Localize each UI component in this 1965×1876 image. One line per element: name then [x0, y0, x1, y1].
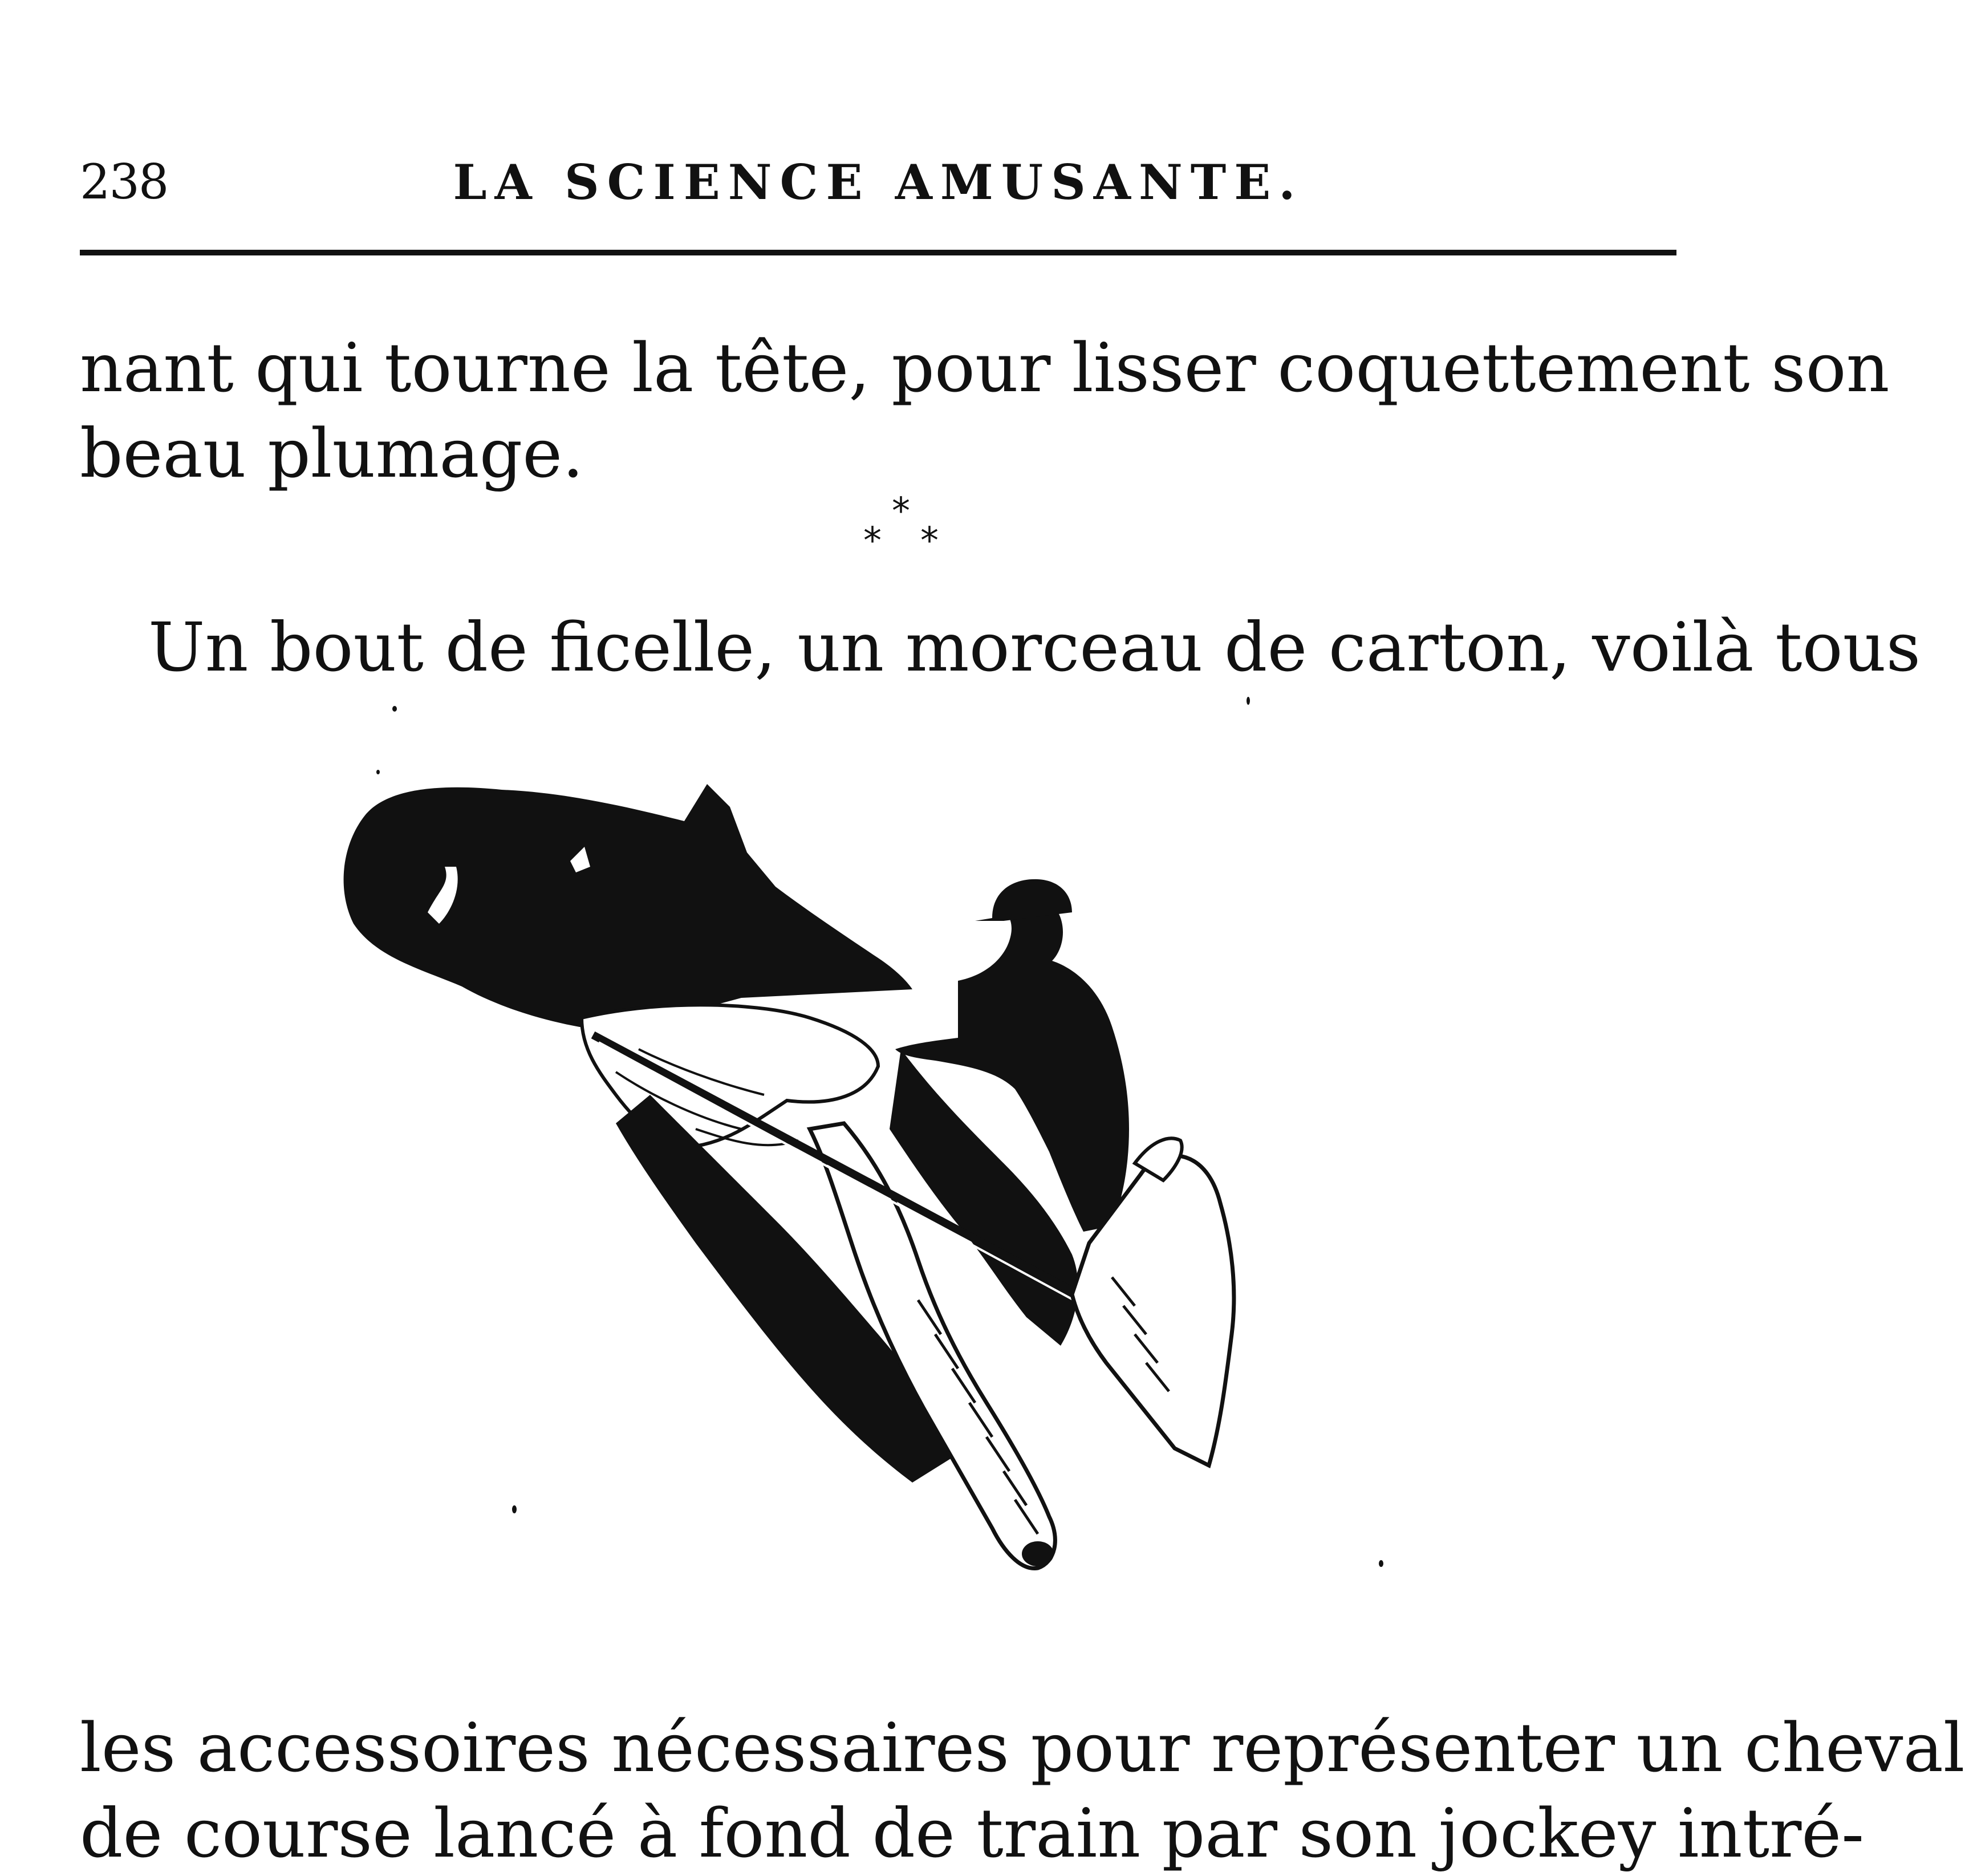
svg-text:*: *: [863, 520, 882, 562]
print-speck: [392, 706, 397, 712]
asterism-section-break: [855, 490, 947, 562]
print-speck: [1379, 1560, 1383, 1567]
page-number: 238: [80, 154, 168, 210]
shadow-horse-jockey-illustration: [297, 730, 1505, 1642]
paragraph-continuation: [80, 1705, 1965, 1876]
text-line: beau plumage.: [80, 414, 584, 493]
text-line: de course lancé à fond de train par son jockey intré-: [80, 1794, 1865, 1873]
elbow-shadow: [1022, 1541, 1054, 1566]
svg-text:*: *: [892, 490, 910, 533]
paragraph-continued: [80, 325, 1890, 496]
svg-text:*: *: [920, 520, 939, 562]
print-speck: [1247, 697, 1250, 705]
horse-head-shadow: [344, 784, 912, 1032]
paragraph-intro: [80, 604, 1921, 690]
print-speck: [512, 1505, 517, 1513]
running-head: [80, 143, 1676, 211]
print-speck: [376, 770, 380, 774]
header-rule: [80, 250, 1676, 255]
text-line: Un bout de ficelle, un morceau de carton, voilà tous: [148, 608, 1921, 687]
running-title: LA SCIENCE AMUSANTE.: [453, 154, 1304, 210]
text-line: les accessoires nécessaires pour représenter un cheval: [80, 1708, 1965, 1787]
text-line: nant qui tourne la tête, pour lisser coquettement son: [80, 328, 1890, 407]
